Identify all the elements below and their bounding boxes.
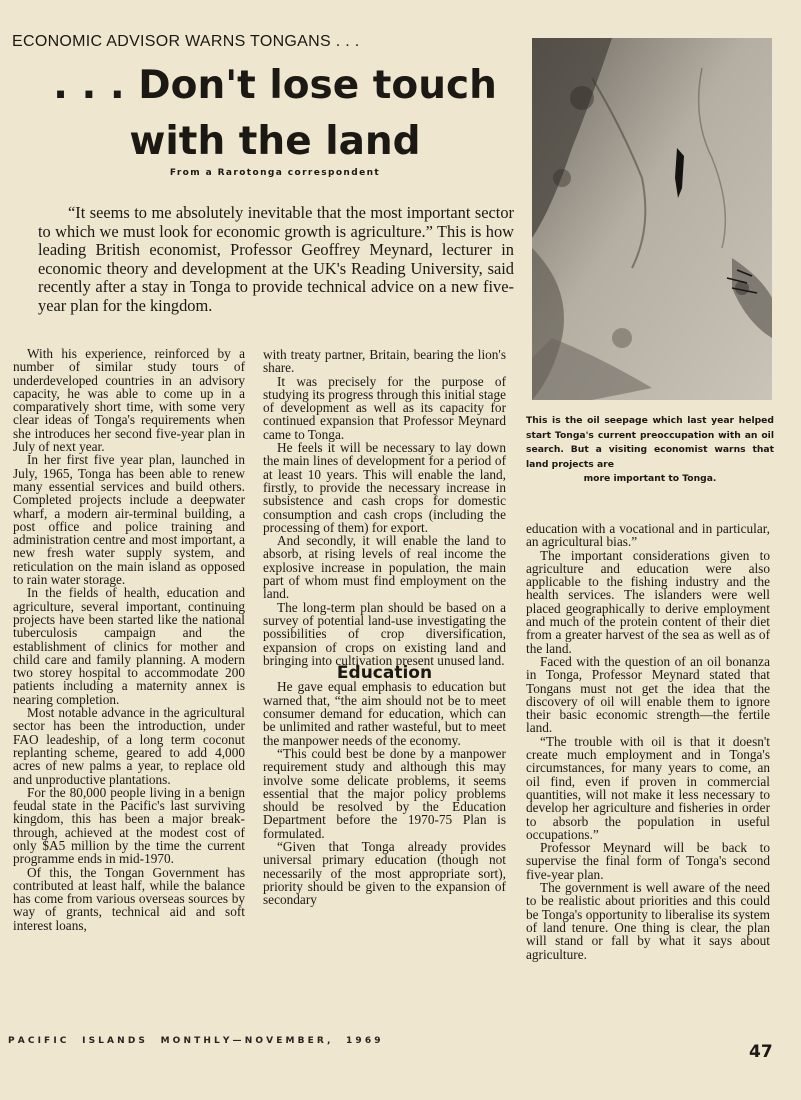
kicker: ECONOMIC ADVISOR WARNS TONGANS . . . bbox=[12, 33, 360, 50]
paragraph: Faced with the question of an oil bonanza in Tonga, Professor Meynard stated that Tongans must not get the idea that the discovery of oil will enable them to ignore their basic economic strength—the fertile land. bbox=[526, 653, 770, 736]
page-number: 47 bbox=[749, 1042, 773, 1062]
column-2 bbox=[263, 348, 506, 906]
oil-seepage-photo bbox=[532, 38, 772, 400]
paragraph: Of this, the Tongan Government has contributed at least half, while the balance has come from various overseas sources by way of grants, technical aid and soft interest loans, bbox=[13, 864, 245, 933]
paragraph: Most notable advance in the agricultural sector has been the introduction, under FAO leadeship, of a long term coconut replanting scheme, geared to add 4,000 acres of new palms a year, to replace old and unproductive plantations. bbox=[13, 705, 245, 787]
paragraph: “The trouble with oil is that it doesn't create much employment and in Tonga's circumstances, for many years to come, an oil find, even if proven in commercial quantities, will not make it less necessary to develop her agriculture and fisheries in order to absorb the population in useful occupations.” bbox=[526, 733, 770, 842]
section-heading-education: Education bbox=[336, 663, 433, 684]
caption-last-line: more important to Tonga. bbox=[583, 473, 717, 484]
paragraph: For the 80,000 people living in a benign feudal state in the Pacific's last surviving kingdom, this has been a major break-through, achieved at the modest cost of only $A5 million by the time the current programme ends in mid-1970. bbox=[13, 784, 245, 867]
caption-text: This is the oil seepage which last year helped start Tonga's current preoccupation with an oil search. But a visiting economist warns that land projects are bbox=[526, 415, 774, 470]
paragraph: education with a vocational and in particular, an agricultural bias.” bbox=[526, 521, 770, 550]
paragraph: He feels it will be necessary to lay down the main lines of development for a period of at least 10 years. This will enable the land, firstly, to provide the necessary increase in subsistence and cash crops for domestic consumption and cash crops (including the processing of them) for export. bbox=[263, 440, 506, 535]
paragraph: It was precisely for the purpose of studying its progress through this initial stage of development as well as its capacity for continued expansion that Professor Meynard came to Tonga. bbox=[263, 373, 506, 442]
photo-texture bbox=[532, 38, 772, 400]
headline bbox=[40, 58, 510, 170]
paragraph: With his experience, reinforced by a number of similar study tours of underdeveloped countries in an advisory capacity, he was able to come up in a comparatively short time, with some very clear ideas of Tonga's requirements when she introduces her second five-year plan in July of next year. bbox=[13, 346, 245, 455]
headline-line-1: . . . Don't lose touch bbox=[53, 63, 497, 108]
paragraph: In the fields of health, education and agriculture, several important, continuing projects have been started like the national tuberculosis campaign and the establishment of clinics for mother and child care and family planning. A modern two storey hospital to accommodate 200 patients including a maternity annex is nearing completion. bbox=[13, 585, 245, 707]
publication-footer: P A C I F I C I S L A N D S M O N T H L Y — N O V E M B E R , 1 9 6 9 bbox=[8, 1036, 381, 1046]
paragraph: “Given that Tonga already provides universal primary education (though not necessarily of the most appropriate sort), priority should be given to the expansion of secondary bbox=[263, 838, 506, 908]
column-1 bbox=[13, 347, 245, 932]
paragraph: “This could best be done by a manpower requirement study and although this may involve some delicate problems, it seems essential that the major policy problems should be resolved by the Education Department before the 1970-75 Plan is formulated. bbox=[263, 745, 506, 841]
column-3 bbox=[526, 522, 770, 961]
paragraph: with treaty partner, Britain, bearing the lion's share. bbox=[263, 347, 506, 376]
paragraph: The important considerations given to agriculture and education were also applicable to the fishing industry and the health services. The islanders were well placed geographically to derive employment and much of the protein content of their diet from a greater harvest of the sea as well as of the land. bbox=[526, 547, 770, 656]
paragraph: The government is well aware of the need to be realistic about priorities and this could be Tonga's opportunity to liberalise its system of land tenure. One thing is clear, the plan will stand or fall by what it says about agriculture. bbox=[526, 880, 770, 962]
photo-caption bbox=[526, 414, 774, 487]
byline: From a Rarotonga correspondent bbox=[169, 168, 381, 178]
paragraph: And secondly, it will enable the land to absorb, at rising levels of real income the explosive increase in population, the main part of whom must find employment on the land. bbox=[263, 533, 506, 602]
paragraph: Professor Meynard will be back to supervise the final form of Tonga's second five-year plan. bbox=[526, 840, 770, 882]
paragraph: The long-term plan should be based on a survey of potential land-use investigating the possibilities of crop diversification, expansion of crops on existing land and bringing into cultivation present unused land. bbox=[263, 599, 506, 668]
lede-paragraph: “It seems to me absolutely inevitable that the most important sector to which we must look for economic growth is agriculture.” This is how leading British economist, Professor Geoffrey Meynard, lecturer in economic theory and development at the UK's Reading University, said recently after a stay in Tonga to provide technical advice on a new five-year plan for the kingdom. bbox=[38, 203, 514, 315]
paragraph: He gave equal emphasis to education but warned that, “the aim should not be to meet consumer demand for education, which can be unlimited and rather wasteful, but to meet the manpower needs of the economy. bbox=[263, 679, 506, 748]
paragraph: In her first five year plan, launched in July, 1965, Tonga has been able to renew many essential services and build others. Completed projects include a deepwater wharf, a modern air-terminal building, a post office and police training and administration centre and most important, a new fresh water supply system, and reticulation on the main island as opposed to rain water storage. bbox=[13, 452, 245, 588]
headline-line-2: with the land bbox=[129, 119, 421, 164]
